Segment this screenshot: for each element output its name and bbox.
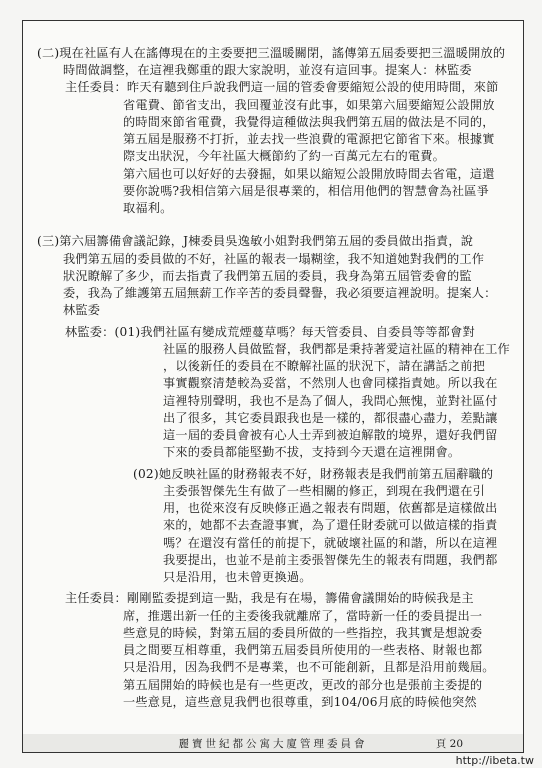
text-line: (二)現在社區有人在謠傳現在的主委要把三溫暖關閉，謠傳第五屆委要把三溫暖開放的 (37, 46, 506, 60)
text-line: 來的，她都不去查證事實，為了還任財委就可以做這樣的指責 (163, 518, 498, 533)
document-page (22, 20, 524, 736)
text-line: 只是沿用，也未曾更換過。 (163, 570, 312, 585)
text-line: 時間做調整，在這裡我鄭重的跟大家說明，並沒有這回事。提案人：林監委 (63, 63, 472, 78)
page-footer (22, 734, 524, 753)
text-line: 主任委員：剛剛監委提到這一點，我是有在場，籌備會議開始的時候我是主 (65, 591, 474, 606)
text-line: 我們第五屆的委員做的不好，社區的報表一塌糊塗，我不知道她對我們的工作 (63, 251, 485, 266)
text-line: 些意見的時候，對第五屆的委員所做的一些指控，我其實是想說委 (123, 625, 483, 640)
text-line: 第五屆是服務不打折，並去找一些浪費的電源把它節省下來。根據實 (123, 132, 495, 147)
text-line: 只是沿用，因為我們不是專業，也不可能創新，且都是沿用前幾屆。 (123, 660, 495, 675)
text-line: 第五屆開始的時候也是有一些更改，更改的部分也是張前主委提的 (123, 677, 483, 692)
watermark: http://ibeta.tw (455, 754, 534, 767)
text-line: 嗎？在還沒有當任的前提下，就破壞社區的和諧，所以在這裡 (163, 535, 498, 550)
text-line: 員之間要互相尊重，我們第五屆委員所使用的一些表格、財報也都 (123, 643, 483, 658)
text-line: 要你說嗎?我相信第六屆是很專業的，相信用他們的智慧會為社區爭 (123, 183, 489, 198)
page-number: 頁 20 (435, 738, 463, 750)
text-line: 社區的服務人員做監督，我們都是秉持著愛這社區的精神在工作 (163, 341, 510, 356)
text-line: 下來的委員都能堅勤不拔，支持到今天還在這裡開會。 (163, 445, 461, 460)
text-line: 林監委：(01)我們社區有變成荒煙蔓草嗎？每天管委員、自委員等等都會對 (65, 324, 475, 339)
text-line: 委，我為了維護第五屆無薪工作辛苦的委員聲譽，我必須要這裡說明。提案人： (63, 286, 497, 301)
text-line: 取福利。 (123, 201, 173, 216)
text-line: 這一屆的委員會被有心人士弄到被迫解散的境界，還好我們留 (163, 428, 498, 443)
text-line: 我要提出，也並不是前主委張智傑先生的報表有問題，我們都 (163, 552, 498, 567)
text-line: 狀況瞭解了多少，而去指責了我們第五屆的委員，我身為第五屆管委會的監 (63, 268, 472, 283)
text-line: 席，推選出新一任的主委後我就離席了，當時新一任的委員提出一 (123, 608, 483, 623)
text-line: (02)她反映社區的財務報表不好，財務報表是我們前第五屆辭職的 (133, 466, 494, 481)
text-line: ，以後新任的委員在不瞭解社區的狀況下，請在講話之前把 (163, 359, 486, 374)
text-line: 事實觀察清楚較為妥當，不然別人也會同樣指責她。所以我在 (163, 376, 498, 391)
text-line: 一些意見，這些意見我們也很尊重，到104/06月底的時候他突然 (123, 694, 477, 709)
text-line: 出了很多，其它委員跟我也是一樣的，都很盡心盡力，差點讓 (163, 410, 498, 425)
footer-title: 麗寶世紀都公寓大廈管理委員會 (178, 738, 368, 750)
text-line: 第六屆也可以好好的去發掘，如果以縮短公設開放時間去省電，這還 (123, 166, 495, 181)
text-line: 林監委 (63, 303, 101, 318)
text-line: 的時間來節省電費，我覺得這種做法與我們第五屆的做法是不同的， (123, 114, 495, 129)
text-line: 用，也從來沒有反映修正過之報表有問題，依舊都是這樣做出 (163, 501, 498, 516)
text-line: 主任委員：昨天有聽到住戶說我們這一屆的管委會要縮短公設的使用時間，來節 (65, 80, 499, 95)
text-line: 主委張智傑先生有做了一些相關的修正，到現在我們還在引 (163, 483, 486, 498)
text-line: 這裡特別聲明，我也不是為了個人，我問心無愧，並對社區付 (163, 393, 498, 408)
text-line: 際支出狀況，今年社區大概節約了約一百萬元左右的電費。 (123, 149, 446, 164)
text-line: 省電費、節省支出，我回覆並沒有此事，如果第六屆要縮短公設開放 (123, 97, 495, 112)
text-line: (三)第六屆籌備會議記錄，J棟委員吳逸敏小姐對我們第五屆的委員做出指責，說 (37, 234, 474, 249)
